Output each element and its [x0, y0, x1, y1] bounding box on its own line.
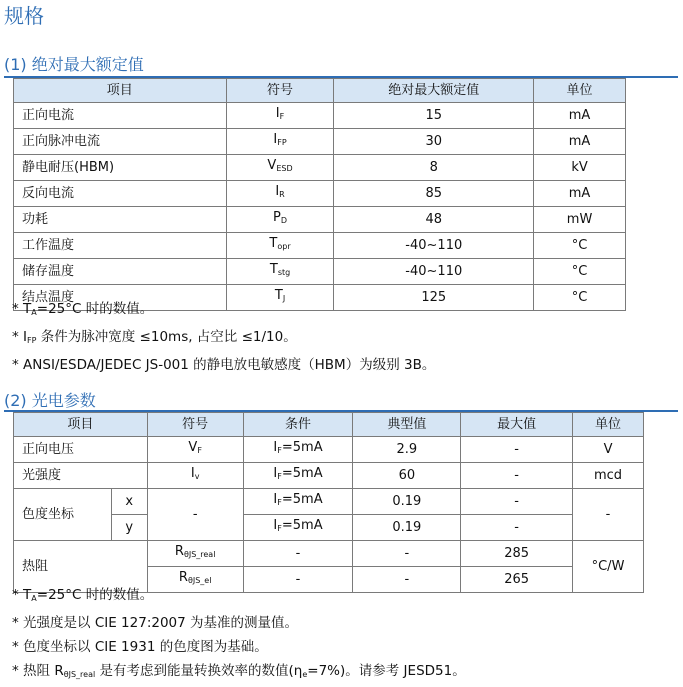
- section2-notes: [12, 583, 466, 687]
- cell-value: 8: [334, 155, 534, 181]
- table-row: [14, 463, 644, 489]
- cell-symbol: $V_{ESD}$: [226, 155, 334, 181]
- note-esd: * ANSI/ESDA/JEDEC JS-001 的静电放电敏感度（HBM）为级别 3B。: [12, 357, 436, 373]
- cell-item: 储存温度: [14, 259, 227, 285]
- cell-max: -: [461, 463, 573, 489]
- header-unit: 单位: [573, 413, 644, 437]
- optoelectronic-table: [13, 412, 644, 593]
- cell-symbol: $T_{opr}$: [226, 233, 334, 259]
- cell-max: -: [461, 489, 573, 515]
- section1-title: (1) 绝对最大额定值: [4, 55, 144, 74]
- header-item: 项目: [14, 79, 227, 103]
- cell-max: 265: [461, 567, 573, 593]
- note-ta: * $T_A=25^\circ C$ 时的数值。: [12, 587, 154, 603]
- cell-value: 48: [334, 207, 534, 233]
- cell-symbol: $V_F$: [147, 437, 243, 463]
- cell-subitem-y: y: [111, 515, 147, 541]
- header-max: 最大值: [461, 413, 573, 437]
- cell-symbol: $P_D$: [226, 207, 334, 233]
- note-cie127: * 光强度是以 CIE 127:2007 为基准的测量值。: [12, 615, 299, 631]
- header-typical: 典型值: [353, 413, 461, 437]
- cell-symbol: $I_v$: [147, 463, 243, 489]
- cell-symbol: $R_{\theta JS\_real}$: [147, 541, 243, 567]
- cell-max: -: [461, 515, 573, 541]
- cell-typical: 0.19: [353, 515, 461, 541]
- table-row: [14, 541, 644, 567]
- cell-item: 工作温度: [14, 233, 227, 259]
- cell-item: 正向脉冲电流: [14, 129, 227, 155]
- cell-unit: mA: [534, 129, 626, 155]
- cell-unit: V: [573, 437, 644, 463]
- cell-unit: mcd: [573, 463, 644, 489]
- table-row: [14, 181, 626, 207]
- cell-item: 功耗: [14, 207, 227, 233]
- cell-condition: $I_F=5mA$: [243, 489, 353, 515]
- cell-max: 285: [461, 541, 573, 567]
- cell-subitem-x: x: [111, 489, 147, 515]
- cell-unit: kV: [534, 155, 626, 181]
- table-header-row: [14, 79, 626, 103]
- cell-value: 15: [334, 103, 534, 129]
- cell-symbol: -: [147, 489, 243, 541]
- cell-symbol: $T_{stg}$: [226, 259, 334, 285]
- cell-value: -40~110: [334, 233, 534, 259]
- cell-typical: 60: [353, 463, 461, 489]
- cell-unit: °C: [534, 233, 626, 259]
- absolute-max-ratings-table: [13, 78, 626, 311]
- cell-item: 色度坐标: [14, 489, 112, 541]
- cell-item: 正向电流: [14, 103, 227, 129]
- cell-value: 30: [334, 129, 534, 155]
- table-row: [14, 129, 626, 155]
- table-row: [14, 489, 644, 515]
- cell-unit: °C/W: [573, 541, 644, 593]
- note-thermal: * 热阻 $R_{\theta JS\_real}$ 是有考虑到能量转换效率的数值$(\eta_e=7\%)$。请参考 JESD51。: [12, 663, 466, 679]
- note-ta: * $T_A=25^\circ C$ 时的数值。: [12, 301, 154, 317]
- cell-unit: mW: [534, 207, 626, 233]
- cell-condition: $I_F=5mA$: [243, 515, 353, 541]
- cell-condition: -: [243, 541, 353, 567]
- cell-unit: °C: [534, 259, 626, 285]
- table-row: [14, 103, 626, 129]
- table-header-row: [14, 413, 644, 437]
- cell-value: -40~110: [334, 259, 534, 285]
- header-symbol: 符号: [226, 79, 334, 103]
- table-row: [14, 207, 626, 233]
- cell-item: 正向电压: [14, 437, 148, 463]
- cell-unit: mA: [534, 103, 626, 129]
- header-item: 项目: [14, 413, 148, 437]
- cell-typical: -: [353, 567, 461, 593]
- cell-symbol: $I_{FP}$: [226, 129, 334, 155]
- cell-value: 125: [334, 285, 534, 311]
- header-rating: 绝对最大额定值: [334, 79, 534, 103]
- note-cie1931: * 色度坐标以 CIE 1931 的色度图为基础。: [12, 639, 268, 655]
- cell-symbol: $I_F$: [226, 103, 334, 129]
- table-row: [14, 155, 626, 181]
- cell-item: 反向电流: [14, 181, 227, 207]
- cell-value: 85: [334, 181, 534, 207]
- section2-title: (2) 光电参数: [4, 391, 96, 410]
- cell-item: 静电耐压(HBM): [14, 155, 227, 181]
- table-row: [14, 437, 644, 463]
- cell-unit: mA: [534, 181, 626, 207]
- table-row: [14, 259, 626, 285]
- cell-unit: °C: [534, 285, 626, 311]
- cell-condition: -: [243, 567, 353, 593]
- page-title: 规格: [4, 4, 44, 28]
- cell-item: 结点温度: [14, 285, 227, 311]
- cell-max: -: [461, 437, 573, 463]
- cell-unit: -: [573, 489, 644, 541]
- cell-symbol: $I_R$: [226, 181, 334, 207]
- cell-condition: $I_F=5mA$: [243, 463, 353, 489]
- cell-item: 热阻: [14, 541, 148, 593]
- table-row: [14, 233, 626, 259]
- cell-item: 光强度: [14, 463, 148, 489]
- header-symbol: 符号: [147, 413, 243, 437]
- cell-symbol: $R_{\theta JS\_el}$: [147, 567, 243, 593]
- cell-symbol: $T_J$: [226, 285, 334, 311]
- note-ifp: * $I_{FP}$ 条件为脉冲宽度 ≤10ms, 占空比 ≤1/10。: [12, 329, 297, 345]
- cell-typical: 2.9: [353, 437, 461, 463]
- cell-typical: 0.19: [353, 489, 461, 515]
- header-condition: 条件: [243, 413, 353, 437]
- cell-typical: -: [353, 541, 461, 567]
- header-unit: 单位: [534, 79, 626, 103]
- cell-condition: $I_F=5mA$: [243, 437, 353, 463]
- section1-notes: [12, 297, 435, 377]
